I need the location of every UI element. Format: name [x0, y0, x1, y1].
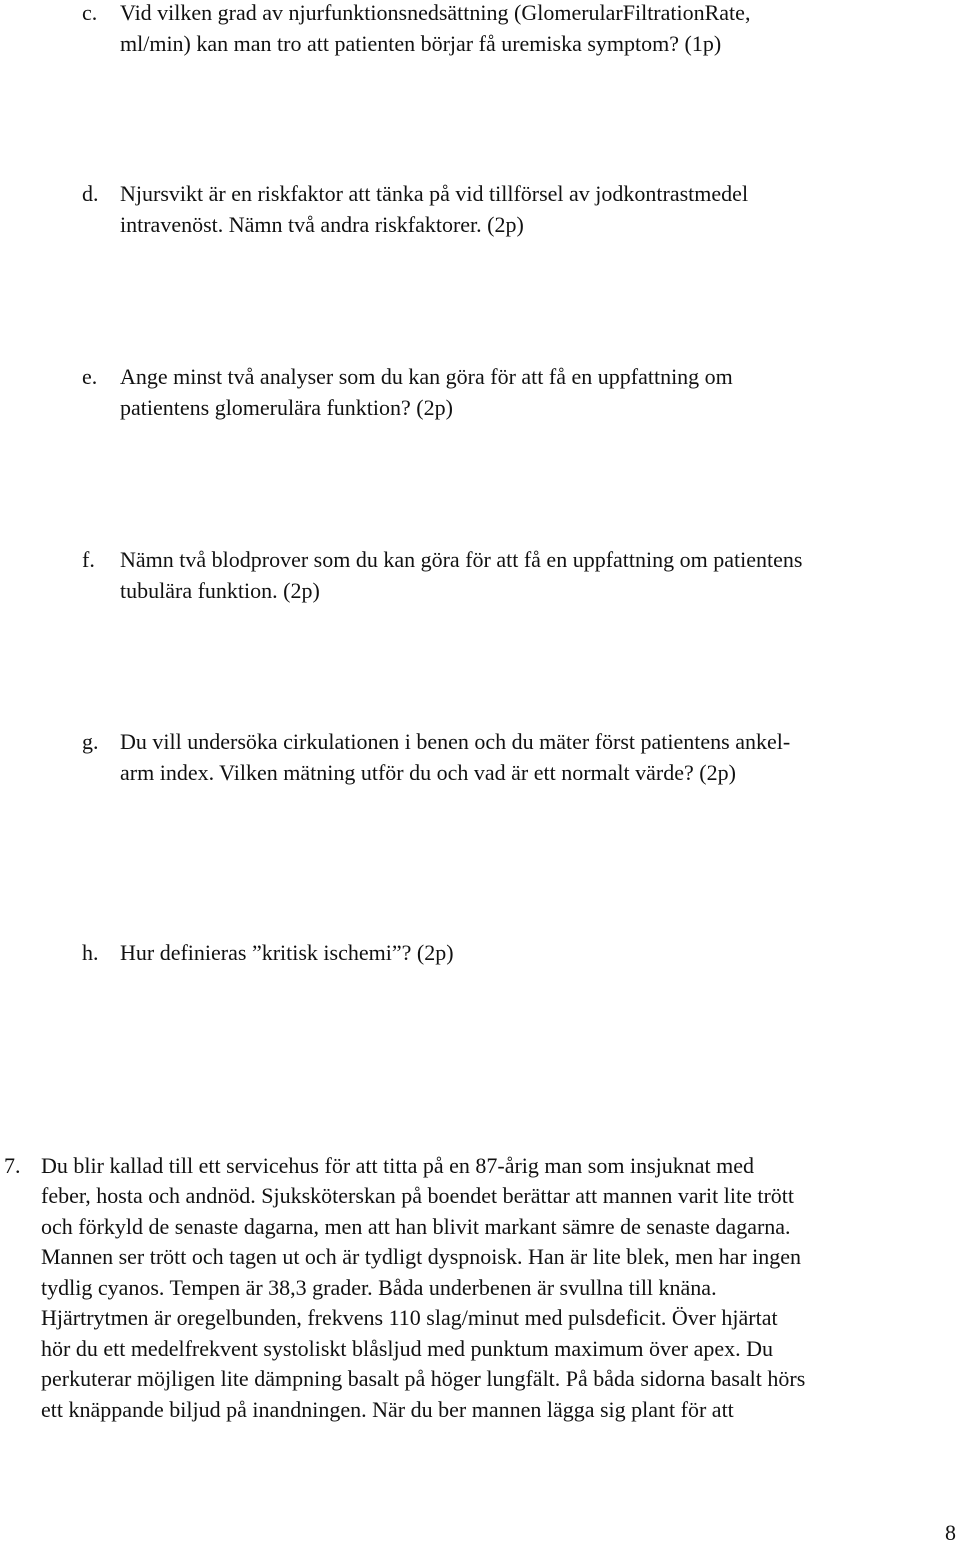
question-e-line-2: patientens glomerulära funktion? (2p) — [120, 395, 453, 420]
question-d-label: d. — [82, 181, 99, 206]
question-f-line-1: Nämn två blodprover som du kan göra för att få en uppfattning om patientens — [120, 547, 803, 572]
case-7-line-7: hör du ett medelfrekvent systoliskt blåsljud med punktum maximum över apex. Du — [41, 1336, 773, 1361]
question-h-line-1: Hur definieras ”kritisk ischemi”? (2p) — [120, 940, 454, 965]
question-c-line-1: Vid vilken grad av njurfunktionsnedsättning (GlomerularFiltrationRate, — [120, 0, 751, 25]
case-7-line-8: perkuterar möjligen lite dämpning basalt på höger lungfält. På båda sidorna basalt hörs — [41, 1366, 806, 1391]
question-g — [82, 729, 952, 793]
question-c — [82, 0, 952, 64]
case-7-line-5: tydlig cyanos. Tempen är 38,3 grader. Båda underbenen är svullna till knäna. — [41, 1275, 717, 1300]
question-f — [82, 547, 952, 611]
page-number: 8 — [945, 1520, 956, 1545]
question-h-label: h. — [82, 940, 99, 965]
question-f-label: f. — [82, 547, 95, 572]
question-d-line-2: intravenöst. Nämn två andra riskfaktorer. (2p) — [120, 212, 524, 237]
case-7-line-4: Mannen ser trött och tagen ut och är tydligt dyspnoisk. Han är lite blek, men har ingen — [41, 1244, 802, 1269]
question-g-label: g. — [82, 729, 99, 754]
question-h — [82, 940, 952, 974]
question-e-line-1: Ange minst två analyser som du kan göra för att få en uppfattning om — [120, 364, 733, 389]
question-e-label: e. — [82, 364, 98, 389]
question-d-line-1: Njursvikt är en riskfaktor att tänka på vid tillförsel av jodkontrastmedel — [120, 181, 749, 206]
case-7-line-9: ett knäppande biljud på inandningen. När du ber mannen lägga sig plant för att — [41, 1397, 734, 1422]
question-g-line-2: arm index. Vilken mätning utför du och vad är ett normalt värde? (2p) — [120, 760, 736, 785]
question-c-line-2: ml/min) kan man tro att patienten börjar få uremiska symptom? (1p) — [120, 31, 722, 56]
question-c-label: c. — [82, 0, 98, 25]
case-7-line-2: feber, hosta och andnöd. Sjuksköterskan på boendet berättar att mannen varit lite trött — [41, 1183, 794, 1208]
question-e — [82, 364, 952, 428]
question-d — [82, 181, 952, 245]
case-7-line-1: Du blir kallad till ett servicehus för att titta på en 87-årig man som insjuknat med — [41, 1153, 754, 1178]
case-7-line-6: Hjärtrytmen är oregelbunden, frekvens 110 slag/minut med pulsdeficit. Över hjärtat — [41, 1305, 778, 1330]
case-7-label: 7. — [4, 1153, 21, 1178]
case-7-line-3: och förkyld de senaste dagarna, men att han blivit markant sämre de senaste dagarna. — [41, 1214, 791, 1239]
case-7 — [4, 1153, 956, 1433]
question-g-line-1: Du vill undersöka cirkulationen i benen och du mäter först patientens ankel- — [120, 729, 791, 754]
question-f-line-2: tubulära funktion. (2p) — [120, 578, 320, 603]
